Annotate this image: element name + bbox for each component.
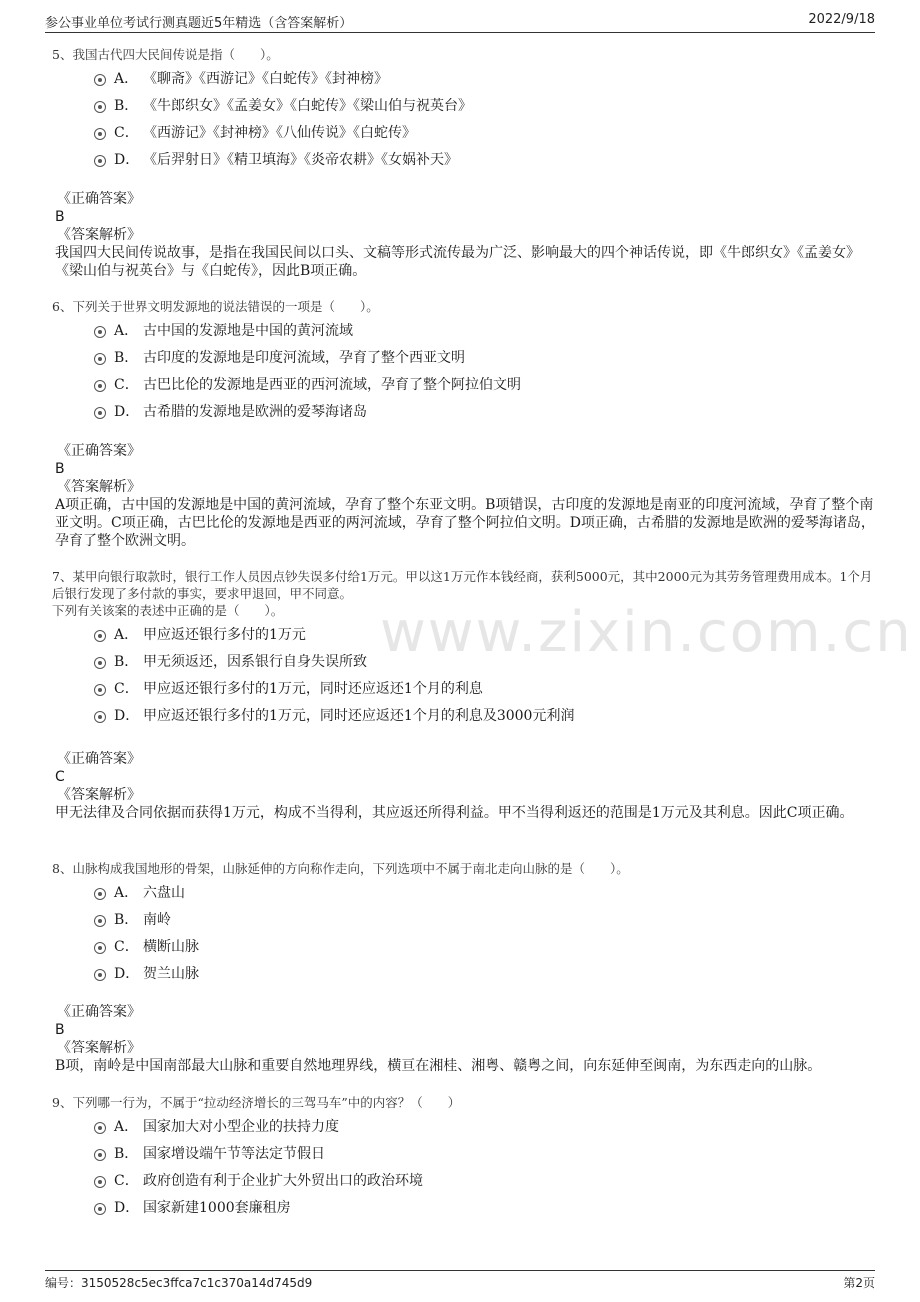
- option-text: 南岭: [143, 912, 171, 928]
- option-letter: C．: [114, 1173, 139, 1189]
- option-letter: B．: [114, 654, 139, 670]
- option-b[interactable]: [52, 652, 882, 679]
- radio-icon[interactable]: [94, 915, 106, 927]
- option-list: [52, 69, 882, 177]
- option-b[interactable]: [52, 348, 882, 375]
- option-text: 甲无须返还，因系银行自身失误所致: [143, 654, 367, 670]
- option-letter: B．: [114, 912, 139, 928]
- option-letter: D．: [114, 966, 140, 982]
- option-text: 国家加大对小型企业的扶持力度: [143, 1119, 339, 1135]
- option-letter: A．: [114, 885, 139, 901]
- option-letter: D．: [114, 404, 140, 420]
- radio-icon[interactable]: [94, 74, 106, 86]
- option-list: [52, 625, 882, 733]
- answer-block-5: [55, 190, 875, 280]
- answer-label: 《正确答案》: [57, 1004, 141, 1020]
- analysis-label: 《答案解析》: [57, 227, 141, 243]
- option-text: 国家新建1000套廉租房: [143, 1200, 291, 1216]
- option-c[interactable]: [52, 679, 882, 706]
- radio-icon[interactable]: [94, 1176, 106, 1188]
- question-stem: 5、我国古代四大民间传说是指（ ）。: [52, 47, 279, 62]
- radio-icon[interactable]: [94, 101, 106, 113]
- question-stem: 9、下列哪一行为，不属于“拉动经济增长的三驾马车”中的内容？（ ）: [52, 1095, 461, 1110]
- option-text: 古中国的发源地是中国的黄河流域: [143, 323, 353, 339]
- option-c[interactable]: [52, 937, 882, 964]
- answer-label: 《正确答案》: [57, 191, 141, 207]
- option-c[interactable]: [52, 123, 882, 150]
- option-letter: A．: [114, 71, 139, 87]
- option-c[interactable]: [52, 375, 882, 402]
- option-text: 《西游记》《封神榜》《八仙传说》《白蛇传》: [143, 125, 416, 141]
- radio-icon[interactable]: [94, 711, 106, 723]
- radio-icon[interactable]: [94, 888, 106, 900]
- question-stem: 7、某甲向银行取款时，银行工作人员因点钞失误多付给1万元。甲以这1万元作本钱经商，获利5000元，其中2000元为其劳务管理费用成本。1个月后银行发现了多付款的事实，要求甲退回，甲不同意。: [52, 569, 873, 601]
- radio-icon[interactable]: [94, 380, 106, 392]
- option-text: 《聊斋》《西游记》《白蛇传》《封神榜》: [143, 71, 388, 87]
- question-7: [52, 568, 882, 733]
- option-d[interactable]: [52, 402, 882, 429]
- option-text: 甲应返还银行多付的1万元，同时还应返还1个月的利息: [143, 681, 483, 697]
- answer-block-6: [55, 442, 875, 550]
- answer-value: B: [55, 461, 65, 477]
- radio-icon[interactable]: [94, 1122, 106, 1134]
- answer-value: B: [55, 1022, 65, 1038]
- radio-icon[interactable]: [94, 353, 106, 365]
- option-b[interactable]: [52, 1144, 882, 1171]
- radio-icon[interactable]: [94, 657, 106, 669]
- radio-icon[interactable]: [94, 326, 106, 338]
- option-c[interactable]: [52, 1171, 882, 1198]
- option-text: 《牛郎织女》《孟姜女》《白蛇传》《梁山伯与祝英台》: [143, 98, 472, 114]
- option-letter: C．: [114, 939, 139, 955]
- analysis-label: 《答案解析》: [57, 479, 141, 495]
- question-stem: 6、下列关于世界文明发源地的说法错误的一项是（ ）。: [52, 299, 379, 314]
- radio-icon[interactable]: [94, 630, 106, 642]
- option-d[interactable]: [52, 706, 882, 733]
- radio-icon[interactable]: [94, 942, 106, 954]
- option-a[interactable]: [52, 625, 882, 652]
- option-list: [52, 883, 882, 991]
- option-letter: C．: [114, 377, 139, 393]
- option-text: 横断山脉: [143, 939, 199, 955]
- document-title: 参公事业单位考试行测真题近5年精选（含答案解析）: [45, 16, 353, 31]
- answer-block-7: [55, 750, 875, 822]
- answer-label: 《正确答案》: [57, 751, 141, 767]
- analysis-text: 我国四大民间传说故事，是指在我国民间以口头、文稿等形式流传最为广泛、影响最大的四个神话传说，即《牛郎织女》《孟姜女》《梁山伯与祝英台》与《白蛇传》，因此B项正确。: [55, 245, 860, 279]
- question-9: [52, 1094, 882, 1225]
- watermark: www.zixin.com.cn: [380, 600, 913, 665]
- option-d[interactable]: [52, 150, 882, 177]
- option-letter: D．: [114, 152, 140, 168]
- option-d[interactable]: [52, 1198, 882, 1225]
- radio-icon[interactable]: [94, 407, 106, 419]
- option-text: 甲应返还银行多付的1万元: [143, 627, 306, 643]
- option-letter: D．: [114, 1200, 140, 1216]
- question-stem: 8、山脉构成我国地形的骨架，山脉延伸的方向称作走向，下列选项中不属于南北走向山脉的是（ ）。: [52, 861, 629, 876]
- radio-icon[interactable]: [94, 128, 106, 140]
- document-code: 编号：3150528c5ec3ffca7c1c370a14d745d9: [45, 1276, 313, 1290]
- page-footer: [45, 1270, 875, 1293]
- question-6: [52, 298, 882, 429]
- option-text: 国家增设端午节等法定节假日: [143, 1146, 325, 1162]
- option-a[interactable]: [52, 1117, 882, 1144]
- option-list: [52, 1117, 882, 1225]
- option-text: 古巴比伦的发源地是西亚的西河流域，孕育了整个阿拉伯文明: [143, 377, 521, 393]
- option-letter: D．: [114, 708, 140, 724]
- analysis-label: 《答案解析》: [57, 787, 141, 803]
- radio-icon[interactable]: [94, 1203, 106, 1215]
- option-letter: B．: [114, 1146, 139, 1162]
- option-letter: C．: [114, 125, 139, 141]
- answer-label: 《正确答案》: [57, 443, 141, 459]
- option-text: 六盘山: [143, 885, 185, 901]
- option-a[interactable]: [52, 321, 882, 348]
- radio-icon[interactable]: [94, 684, 106, 696]
- option-a[interactable]: [52, 69, 882, 96]
- radio-icon[interactable]: [94, 1149, 106, 1161]
- page-number: 第2页: [843, 1276, 875, 1290]
- option-letter: B．: [114, 98, 139, 114]
- option-text: 古印度的发源地是印度河流域，孕育了整个西亚文明: [143, 350, 465, 366]
- option-letter: B．: [114, 350, 139, 366]
- option-text: 政府创造有利于企业扩大外贸出口的政治环境: [143, 1173, 423, 1189]
- document-date: 2022/9/18: [808, 12, 875, 27]
- answer-block-8: [55, 1003, 875, 1075]
- analysis-label: 《答案解析》: [57, 1040, 141, 1056]
- option-b[interactable]: [52, 910, 882, 937]
- analysis-text: 甲无法律及合同依据而获得1万元，构成不当得利，其应返还所得利益。甲不当得利返还的范围是1万元及其利息。因此C项正确。: [55, 805, 854, 821]
- radio-icon[interactable]: [94, 969, 106, 981]
- option-text: 古希腊的发源地是欧洲的爱琴海诸岛: [143, 404, 367, 420]
- option-b[interactable]: [52, 96, 882, 123]
- option-text: 甲应返还银行多付的1万元，同时还应返还1个月的利息及3000元利润: [143, 708, 575, 724]
- page-header: [45, 10, 875, 33]
- option-letter: A．: [114, 627, 139, 643]
- option-text: 《后羿射日》《精卫填海》《炎帝农耕》《女娲补天》: [143, 152, 458, 168]
- question-stem-2: 下列有关该案的表述中正确的是（ ）。: [52, 603, 284, 618]
- option-d[interactable]: [52, 964, 882, 991]
- analysis-text: A项正确，古中国的发源地是中国的黄河流域，孕育了整个东亚文明。B项错误，古印度的发源地是南亚的印度河流域，孕育了整个南亚文明。C项正确，古巴比伦的发源地是西亚的两河流域，孕育了整个阿拉伯文明。D项正确，古希腊的发源地是欧洲的爱琴海诸岛，孕育了整个欧洲文明。: [55, 497, 875, 549]
- option-letter: A．: [114, 1119, 139, 1135]
- option-letter: C．: [114, 681, 139, 697]
- option-a[interactable]: [52, 883, 882, 910]
- answer-value: C: [55, 769, 65, 785]
- answer-value: B: [55, 209, 65, 225]
- option-text: 贺兰山脉: [143, 966, 199, 982]
- question-8: [52, 860, 882, 991]
- option-letter: A．: [114, 323, 139, 339]
- analysis-text: B项，南岭是中国南部最大山脉和重要自然地理界线，横亘在湘桂、湘粤、赣粤之间，向东延伸至闽南，为东西走向的山脉。: [55, 1058, 822, 1074]
- option-list: [52, 321, 882, 429]
- question-5: [52, 46, 882, 177]
- radio-icon[interactable]: [94, 155, 106, 167]
